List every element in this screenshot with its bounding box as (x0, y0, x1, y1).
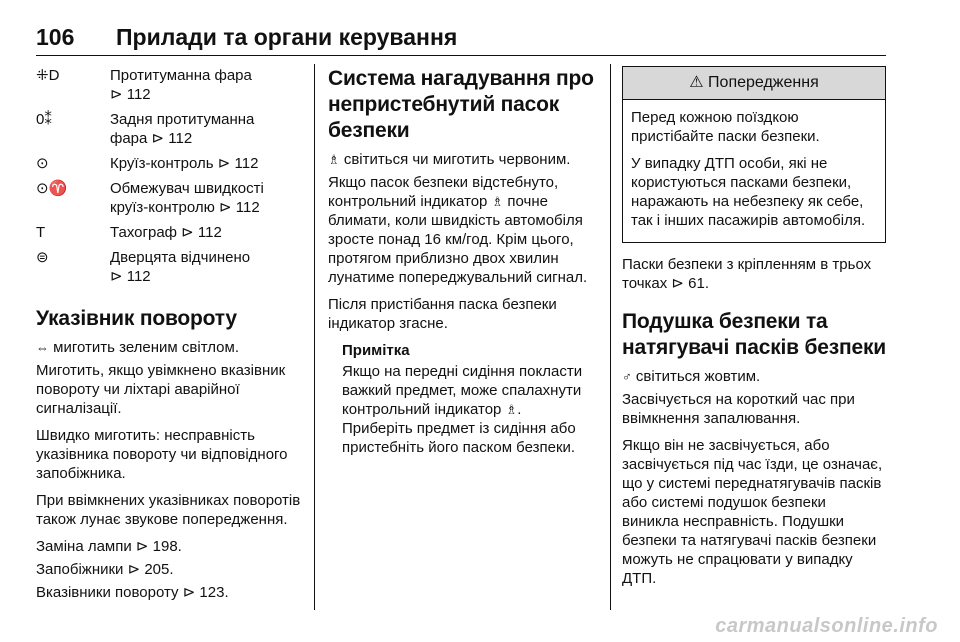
indicator-row (36, 110, 302, 148)
indicator-row (36, 179, 302, 217)
page-title: Прилади та органи керування (116, 24, 458, 50)
airbag-icon: ♂ (622, 369, 632, 384)
paragraph: Якщо він не засвічується, або засвічується під час їзди, це означає, що у системі переднатягувачів пасків або системі подушок безпеки виникла несправність. Подушки безпеки та натягувачі пасків безпеки можуть не спрацювати у випадку ДТП. (622, 437, 883, 587)
watermark: carmanualsonline.info (715, 615, 938, 637)
note-block (342, 341, 596, 457)
turn-signal-desc: ⇔ миготить зеленим світлом. (36, 339, 239, 356)
paragraph: Якщо пасок безпеки відстебнуто, контрольний індикатор ♗ почне блимати, коли швидкість автомобіля зросте понад 16 км/год. Крім цього, протягом приблизно двох хвилин лунатиме попереджувальний сигнал. (328, 174, 588, 286)
indicator-text-line: Тахограф ⊳ 112 (110, 224, 222, 241)
indicator-text (110, 66, 302, 104)
turn-signal-icon: ⇔ (36, 340, 49, 355)
warning-icon: ⚠ (689, 74, 704, 91)
indicator-icon: ⊙♈ (36, 180, 68, 197)
note-title: Примітка (342, 342, 410, 359)
warning-header (623, 67, 885, 100)
indicator-icon: ⊙ (36, 155, 49, 172)
indicator-text-line: ⊳ 112 (110, 268, 151, 285)
page-header (36, 24, 886, 54)
indicator-row (36, 154, 302, 173)
column-2 (328, 66, 596, 457)
column-divider-left (314, 64, 315, 610)
indicator-text (110, 179, 302, 217)
header-divider (36, 55, 886, 56)
cross-reference: Заміна лампи ⊳ 198. (36, 538, 182, 555)
column-3 (622, 66, 886, 596)
indicator-icon: 0⁑ (36, 111, 52, 128)
column-divider-right (610, 64, 611, 610)
indicator-text (110, 154, 302, 173)
warning-box (622, 66, 886, 243)
seatbelt-icon: ♗ (505, 402, 518, 417)
column-1 (36, 66, 302, 606)
cross-reference: Запобіжники ⊳ 205. (36, 561, 174, 578)
airbag-desc: ♂ світиться жовтим. (622, 368, 761, 385)
page-number: 106 (36, 24, 75, 50)
paragraph: Після пристібання паска безпеки індикатор згасне. (328, 296, 557, 332)
indicator-row (36, 248, 302, 286)
indicator-text-line: Обмежувач швидкості (110, 180, 264, 197)
paragraph: Паски безпеки з кріпленням в трьох точках ⊳ 61. (622, 256, 872, 292)
paragraph: Швидко миготить: несправність указівника повороту чи відповідного запобіжника. (36, 427, 288, 482)
indicator-text-line: круїз-контролю ⊳ 112 (110, 199, 260, 216)
paragraph: Засвічується на короткий час при ввімкнення запалювання. (622, 391, 855, 427)
indicator-icon: ⊜ (36, 249, 49, 266)
indicator-text-line: Протитуманна фара (110, 67, 252, 84)
indicator-text (110, 248, 302, 286)
indicator-row (36, 66, 302, 104)
note-text: Приберіть предмет із сидіння або пристебніть його паском безпеки. (342, 420, 576, 456)
indicator-text-line: Задня протитуманна (110, 111, 255, 128)
paragraph: Миготить, якщо увімкнено вказівник повороту чи ліхтарі аварійної сигналізації. (36, 362, 286, 417)
seatbelt-icon: ♗ (491, 194, 504, 209)
indicator-text-line: Круїз-контроль ⊳ 112 (110, 155, 259, 172)
seatbelt-reminder-heading: Система нагадування про непристебнутий пасок безпеки (328, 67, 594, 142)
indicator-row (36, 223, 302, 242)
indicator-icon: T (36, 224, 46, 241)
warning-text: У випадку ДТП особи, які не користуються пасками безпеки, наражають на небезпеку як себе, так і інших пасажирів автомобіля. (631, 155, 866, 229)
paragraph: При ввімкнених указівниках поворотів також лунає звукове попередження. (36, 492, 301, 528)
cross-reference: Вказівники повороту ⊳ 123. (36, 584, 229, 601)
warning-text: Перед кожною поїздкою пристібайте паски безпеки. (631, 109, 820, 145)
airbag-heading: Подушка безпеки та натягувачі пасків безпеки (622, 310, 886, 359)
note-text: Якщо на передні сидіння покласти важкий предмет, може спалахнути контрольний індикатор ♗. (342, 363, 583, 418)
indicator-icon: ⁜D (36, 67, 60, 84)
turn-signal-heading: Указівник повороту (36, 307, 237, 330)
indicator-list (36, 66, 302, 286)
indicator-text-line: ⊳ 112 (110, 86, 151, 103)
indicator-text (110, 110, 302, 148)
seatbelt-desc: ♗ світиться чи миготить червоним. (328, 151, 571, 168)
indicator-text (110, 223, 302, 242)
seatbelt-icon: ♗ (328, 152, 340, 167)
indicator-text-line: Дверцята відчинено (110, 249, 251, 266)
warning-body (623, 100, 885, 242)
indicator-text-line: фара ⊳ 112 (110, 130, 193, 147)
warning-title: Попередження (708, 74, 819, 91)
